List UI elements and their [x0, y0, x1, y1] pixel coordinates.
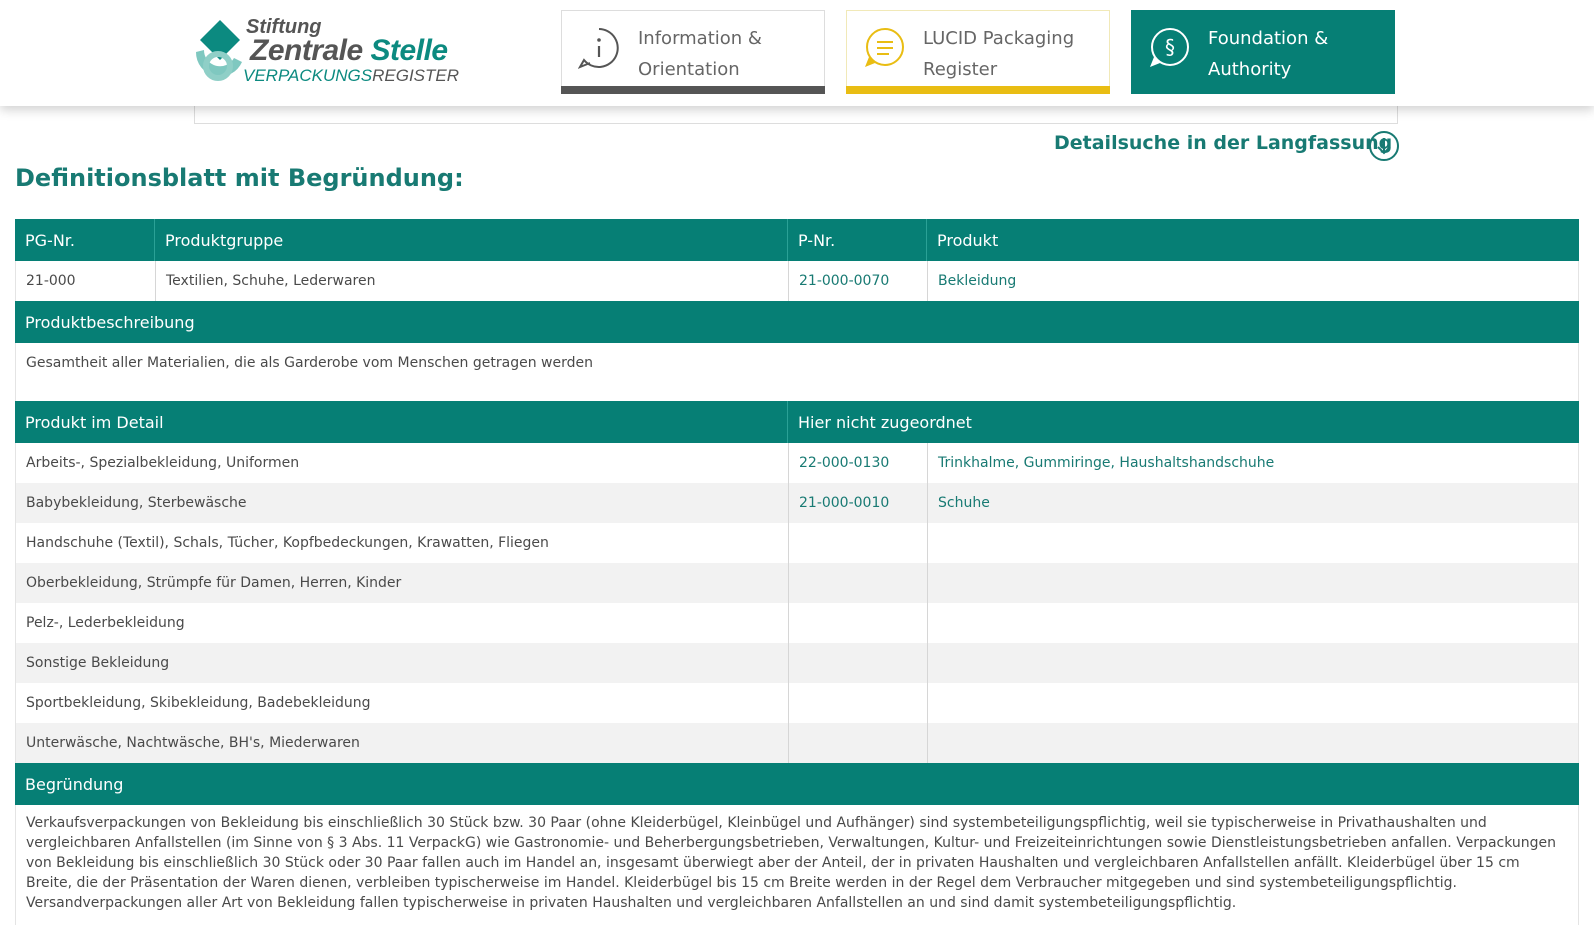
table-row: [15, 523, 1579, 563]
excluded-nr-link[interactable]: 21-000-0010: [788, 483, 927, 523]
tab-underline: [846, 86, 1110, 94]
tab-lucid-packaging-register[interactable]: [846, 10, 1110, 94]
table-row: [15, 723, 1579, 763]
list-icon: [863, 27, 905, 69]
header-p-nr: P-Nr.: [787, 219, 926, 261]
produktbeschreibung-title: Produktbeschreibung: [25, 312, 195, 332]
tab-underline: [561, 86, 825, 94]
table-row: [15, 683, 1579, 723]
excluded-nr: [788, 723, 927, 763]
begruendung-title: Begründung: [25, 774, 124, 794]
content-frame-edge: [194, 106, 1398, 124]
paragraph-icon: [1148, 27, 1190, 69]
product-produktgruppe: Textilien, Schuhe, Lederwaren: [155, 261, 788, 301]
header-hier-nicht-zugeordnet: Hier nicht zugeordnet: [787, 401, 1579, 443]
detail-item: Sonstige Bekleidung: [26, 655, 170, 671]
table-row: [15, 603, 1579, 643]
begruendung-text: Verkaufsverpackungen von Bekleidung bis einschließlich 30 Stück bzw. 30 Paar (ohne Kleiderbügel, Kleinbügel und Aufhänger) sind systembeteiligungspflichtig, weil sie typischerweise in Privathaushalten und vergleichbaren Anfallstellen (im Sinne von § 3 Abs. 11 VerpackG) wie Gastronomie- und Beherbergungsbetrieben, Verwaltungen, Kultur- und Freizeiteinrichtungen sowie Dienstleistungsbetrieben anfallen. Verpackungen von Bekleidung bis einschließlich 30 Stück oder 30 Paar fallen auch im Handel an, insgesamt überwiegt aber der Anteil, der in privaten Haushalten und vergleichbaren Anfallstellen anfällt. Kleiderbügel über 15 cm Breite, die der Präsentation der Waren dienen, verbleiben typischerweise im Handel. Kleiderbügel bis 15 cm Breite werden in der Regel dem Verbraucher mitgegeben und sind systembeteiligungspflichtig. Versandverpackungen aller Art von Bekleidung fallen typischerweise in privaten Haushalten und vergleichbaren Anfallstellen an und sind damit systembeteiligungspflichtig.: [26, 815, 1557, 911]
excluded-nr: [788, 683, 927, 723]
excluded-name: [927, 683, 1580, 723]
tab-foundation-authority[interactable]: [1131, 10, 1395, 94]
top-navigation-bar: [0, 0, 1594, 106]
logo-mark-icon: [190, 18, 248, 84]
logo-text-register: [243, 66, 459, 86]
detail-item: Oberbekleidung, Strümpfe für Damen, Herren, Kinder: [26, 575, 402, 591]
logo-text-register-part: REGISTER: [372, 66, 460, 85]
excluded-nr: [788, 523, 927, 563]
excluded-name: [927, 523, 1580, 563]
header-pg-nr: PG-Nr.: [25, 230, 75, 250]
logo-text-zentrale-stelle: [250, 34, 448, 68]
tab-lucid-label: LUCID Packaging Register: [923, 28, 1075, 80]
produktbeschreibung-text: Gesamtheit aller Materialien, die als Garderobe vom Menschen getragen werden: [26, 355, 593, 371]
detail-item: Arbeits-, Spezialbekleidung, Uniformen: [26, 455, 300, 471]
arrow-down-circle-icon[interactable]: [1368, 130, 1400, 162]
logo-text-verpackungs: VERPACKUNGS: [243, 66, 373, 85]
tab-underline: [1131, 86, 1395, 94]
tab-foundation-label: Foundation & Authority: [1208, 28, 1329, 80]
header-produkt: Produkt: [926, 219, 1579, 261]
product-pg-nr: 21-000: [26, 273, 76, 289]
excluded-nr: [788, 603, 927, 643]
header-produkt-im-detail: Produkt im Detail: [25, 412, 164, 432]
tab-information-label: Information & Orientation: [638, 28, 762, 80]
excluded-nr: [788, 643, 927, 683]
product-p-nr-link[interactable]: 21-000-0070: [788, 261, 927, 301]
produktbeschreibung-body: [15, 343, 1579, 401]
tab-information-orientation[interactable]: [561, 10, 825, 94]
begruendung-body: [15, 805, 1579, 925]
zsvr-logo[interactable]: [190, 14, 470, 90]
excluded-name: [927, 723, 1580, 763]
table-row: [15, 643, 1579, 683]
detail-item: Unterwäsche, Nachtwäsche, BH's, Miederwaren: [26, 735, 360, 751]
excluded-nr-link[interactable]: 22-000-0130: [788, 443, 927, 483]
svg-text:§: §: [1165, 35, 1175, 59]
detail-item: Sportbekleidung, Skibekleidung, Badebekleidung: [26, 695, 371, 711]
produktbeschreibung-header: [15, 301, 1579, 343]
detail-item: Pelz-, Lederbekleidung: [26, 615, 185, 631]
excluded-nr: [788, 563, 927, 603]
detail-item: Babybekleidung, Sterbewäsche: [26, 495, 247, 511]
table-row: [15, 483, 1579, 523]
begruendung-header: [15, 763, 1579, 805]
excluded-name-link[interactable]: Trinkhalme, Gummiringe, Haushaltshandschuhe: [927, 443, 1580, 483]
detail-search-link[interactable]: Detailsuche in der Langfassung: [1054, 132, 1393, 154]
table-row: [15, 443, 1579, 483]
page-title: Definitionsblatt mit Begründung:: [15, 164, 464, 192]
info-icon: [578, 27, 620, 69]
logo-text-stiftung: Stiftung: [246, 16, 322, 38]
product-produkt-link[interactable]: Bekleidung: [927, 261, 1580, 301]
header-produktgruppe: Produktgruppe: [154, 219, 787, 261]
detail-header-row: [15, 401, 1579, 443]
excluded-name: [927, 643, 1580, 683]
excluded-name: [927, 563, 1580, 603]
logo-text-zentrale: Zentrale: [250, 34, 371, 67]
table-header-row: [15, 219, 1579, 261]
product-row: [15, 261, 1579, 301]
excluded-name: [927, 603, 1580, 643]
excluded-name-link[interactable]: Schuhe: [927, 483, 1580, 523]
table-row: [15, 563, 1579, 603]
detail-item: Handschuhe (Textil), Schals, Tücher, Kopfbedeckungen, Krawatten, Fliegen: [26, 535, 549, 551]
logo-text-stelle: Stelle: [370, 34, 448, 67]
